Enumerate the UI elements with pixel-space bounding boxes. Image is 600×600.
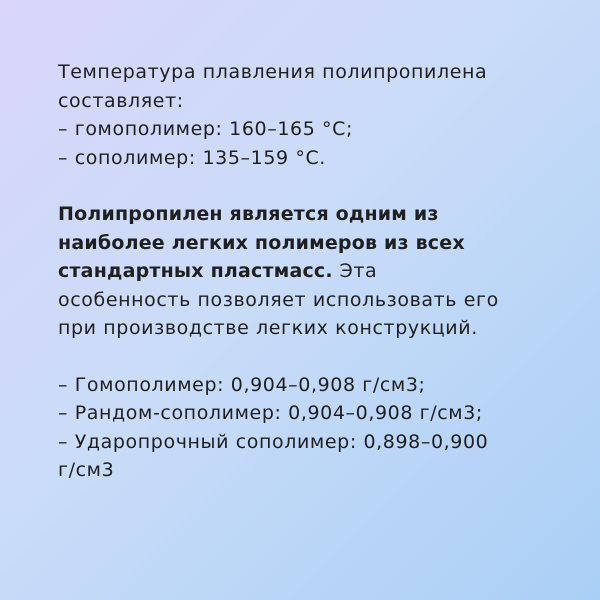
text-line: – Гомополимер: 0,904–0,908 г/см3; [58,373,426,396]
text-line: при производстве легких конструкций. [58,317,478,339]
text-line: Температура плавления полипропилена [58,61,488,83]
lightweight-polymer-text [58,200,544,343]
melting-temperature-text [58,58,544,172]
text-line: – Рандом-сополимер: 0,904–0,908 г/см3; [58,402,483,424]
text-line: – гомополимер: 160–165 °С; [58,118,354,140]
bold-text-line: наиболее легких полимеров из всех [58,231,465,254]
bold-text-line: Полипропилен является одним из [58,203,439,225]
text-line: г/см3 [58,459,115,481]
normal-text-fragment: Эта [332,260,378,282]
text-line: особенность позволяет использовать его [58,288,499,311]
text-line: составляет: [58,89,184,112]
text-line: – сополимер: 135–159 °С. [58,146,326,169]
density-text [58,371,544,485]
mixed-text-line [58,257,544,286]
bold-text-fragment: стандартных пластмасс. [58,260,333,282]
text-line: – Ударопрочный сополимер: 0,898–0,900 [58,430,489,453]
